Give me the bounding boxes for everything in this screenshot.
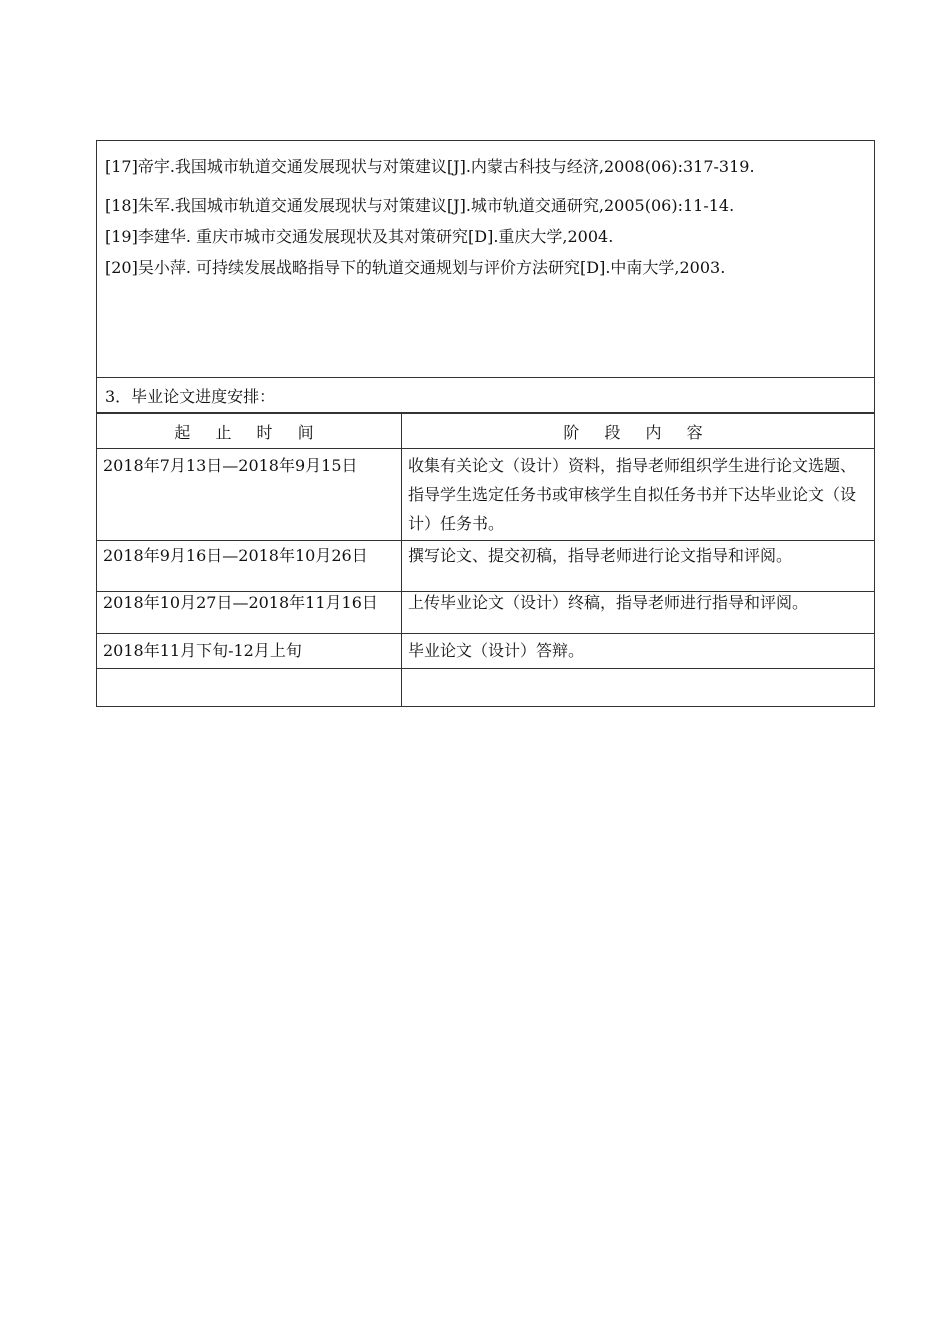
document-sheet bbox=[96, 140, 875, 707]
empty-cell bbox=[402, 669, 875, 707]
section-heading: 3．毕业论文进度安排： bbox=[96, 378, 875, 413]
row-time: 2018年10月27日—2018年11月16日 bbox=[97, 592, 402, 634]
table-header-row bbox=[97, 414, 875, 449]
table-row bbox=[97, 541, 875, 592]
reference-item: [18]朱军.我国城市轨道交通发展现状与对策建议[J].城市轨道交通研究,2005(06):11-14. bbox=[105, 196, 735, 215]
reference-item: [17]帝宇.我国城市轨道交通发展现状与对策建议[J].内蒙古科技与经济,2008(06):317-319. bbox=[105, 157, 755, 176]
empty-cell bbox=[97, 669, 402, 707]
reference-item: [19]李建华. 重庆市城市交通发展现状及其对策研究[D].重庆大学,2004. bbox=[105, 227, 614, 246]
row-time: 2018年9月16日—2018年10月26日 bbox=[97, 541, 402, 592]
header-time: 起 止 时 间 bbox=[97, 414, 402, 449]
header-content: 阶 段 内 容 bbox=[402, 414, 875, 449]
row-time: 2018年7月13日—2018年9月15日 bbox=[97, 449, 402, 541]
schedule-table bbox=[96, 413, 875, 707]
table-row bbox=[97, 449, 875, 541]
row-content: 毕业论文（设计）答辩。 bbox=[402, 634, 875, 669]
row-time: 2018年11月下旬-12月上旬 bbox=[97, 634, 402, 669]
row-content: 上传毕业论文（设计）终稿，指导老师进行指导和评阅。 bbox=[402, 592, 875, 634]
row-content: 收集有关论文（设计）资料，指导老师组织学生进行论文选题、指导学生选定任务书或审核学生自拟任务书并下达毕业论文（设计）任务书。 bbox=[402, 449, 875, 541]
row-content: 撰写论文、提交初稿，指导老师进行论文指导和评阅。 bbox=[402, 541, 875, 592]
table-row bbox=[97, 592, 875, 634]
references-box bbox=[96, 140, 875, 378]
table-row-empty bbox=[97, 669, 875, 707]
reference-item: [20]吴小萍. 可持续发展战略指导下的轨道交通规划与评价方法研究[D].中南大学,2003. bbox=[105, 258, 726, 277]
table-row bbox=[97, 634, 875, 669]
